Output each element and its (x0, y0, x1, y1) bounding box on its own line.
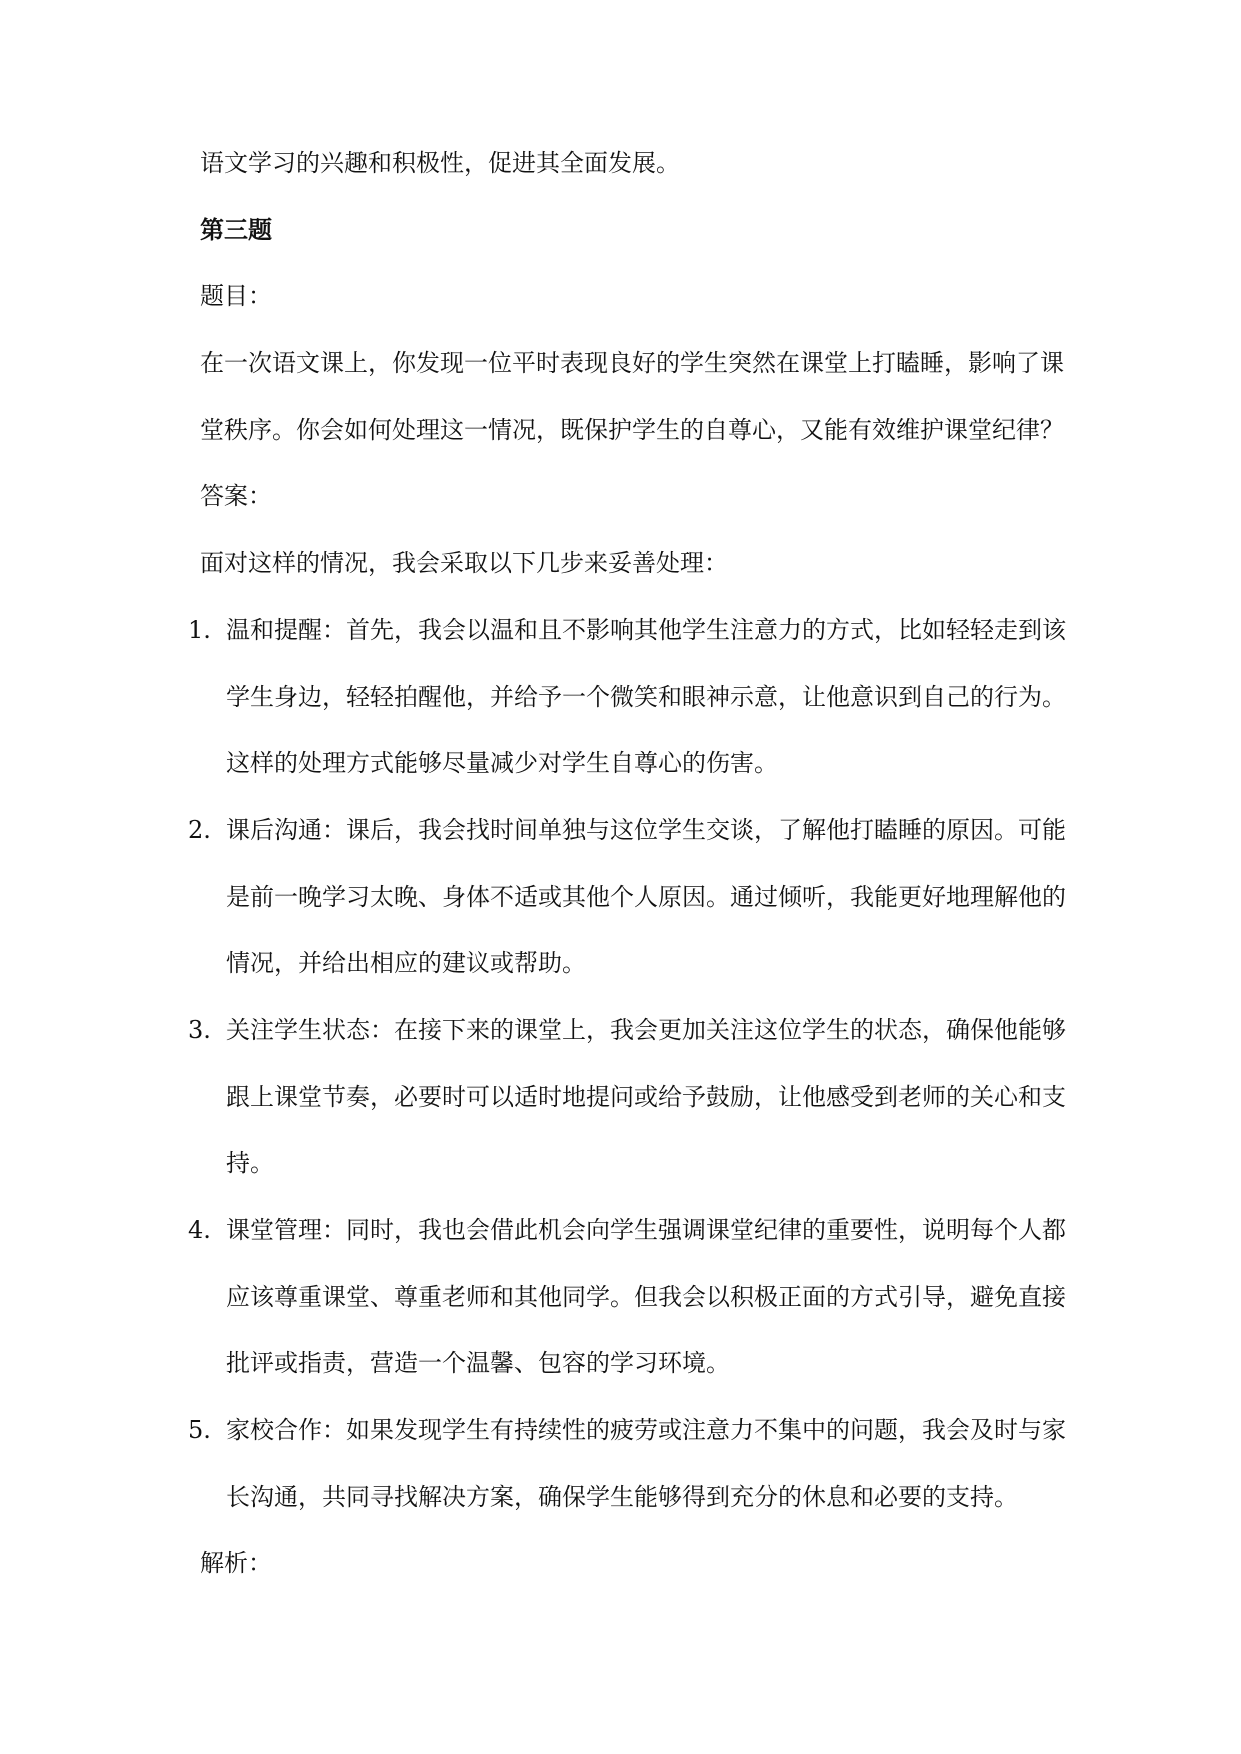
step-line: 持。 (226, 1149, 274, 1177)
step-line: 长沟通，共同寻找解决方案，确保学生能够得到充分的休息和必要的支持。 (226, 1483, 1018, 1511)
step-line: 学生身边，轻轻拍醒他，并给予一个微笑和眼神示意，让他意识到自己的行为。 (226, 683, 1066, 711)
step-number: 2. (188, 816, 211, 844)
step-number: 5. (188, 1416, 211, 1444)
step-line: 关注学生状态：在接下来的课堂上，我会更加关注这位学生的状态，确保他能够 (226, 1016, 1066, 1044)
step-line: 应该尊重课堂、尊重老师和其他同学。但我会以积极正面的方式引导，避免直接 (226, 1283, 1066, 1311)
step-line: 这样的处理方式能够尽量减少对学生自尊心的伤害。 (226, 749, 778, 777)
step-number: 4. (188, 1216, 211, 1244)
analysis-label: 解析： (200, 1549, 272, 1577)
step-line: 课后沟通：课后，我会找时间单独与这位学生交谈，了解他打瞌睡的原因。可能 (226, 816, 1066, 844)
step-line: 批评或指责，营造一个温馨、包容的学习环境。 (226, 1349, 730, 1377)
question-line-2: 堂秩序。你会如何处理这一情况，既保护学生的自尊心，又能有效维护课堂纪律？ (200, 416, 1064, 444)
continuation-text: 语文学习的兴趣和积极性，促进其全面发展。 (200, 149, 680, 177)
section-title: 第三题 (200, 215, 272, 244)
step-line: 家校合作：如果发现学生有持续性的疲劳或注意力不集中的问题，我会及时与家 (226, 1416, 1066, 1444)
question-line-1: 在一次语文课上，你发现一位平时表现良好的学生突然在课堂上打瞌睡，影响了课 (200, 349, 1064, 377)
answer-label: 答案： (200, 482, 272, 510)
step-number: 3. (188, 1016, 211, 1044)
answer-intro: 面对这样的情况，我会采取以下几步来妥善处理： (200, 549, 728, 577)
step-line: 跟上课堂节奏，必要时可以适时地提问或给予鼓励，让他感受到老师的关心和支 (226, 1083, 1066, 1111)
step-line: 温和提醒：首先，我会以温和且不影响其他学生注意力的方式，比如轻轻走到该 (226, 616, 1066, 644)
step-line: 是前一晚学习太晚、身体不适或其他个人原因。通过倾听，我能更好地理解他的 (226, 883, 1066, 911)
question-label: 题目： (200, 282, 272, 310)
step-line: 情况，并给出相应的建议或帮助。 (226, 949, 586, 977)
step-line: 课堂管理：同时，我也会借此机会向学生强调课堂纪律的重要性，说明每个人都 (226, 1216, 1066, 1244)
step-number: 1. (188, 616, 211, 644)
